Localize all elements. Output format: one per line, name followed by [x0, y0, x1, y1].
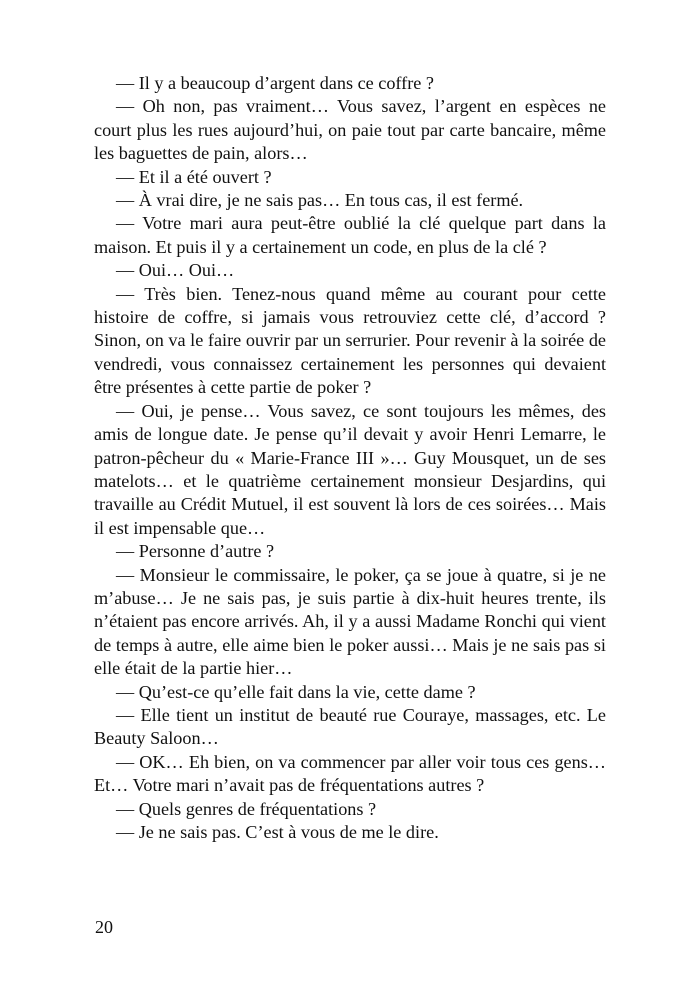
paragraph: — Très bien. Tenez-nous quand même au courant pour cette histoire de coffre, si jamais vous retrouviez cette clé, d’accord ? Sinon, on va le faire ouvrir par un serrurier. Pour revenir à la soirée de vendredi, vous connaissez certainement les personnes qui devaient être présentes à cette partie de poker ?: [94, 283, 606, 398]
paragraph: — Il y a beaucoup d’argent dans ce coffre ?: [116, 73, 434, 93]
paragraph: — Et il a été ouvert ?: [116, 166, 272, 187]
paragraph: — OK… Eh bien, on va commencer par aller voir tous ces gens… Et… Votre mari n’avait pas de fréquentations autres ?: [94, 751, 606, 796]
paragraph: — Oui, je pense… Vous savez, ce sont toujours les mêmes, des amis de longue date. Je pense qu’il devait y avoir Henri Lemarre, le patron-pêcheur du « Marie-France III »… Guy Mousquet, un de ses matelots… et le quatrième certainement monsieur Desjardins, qui travaille au Crédit Mutuel, il est souvent là lors de ces soirées… Mais il est impensable que…: [94, 400, 606, 538]
paragraph: — Oh non, pas vraiment… Vous savez, l’argent en espèces ne court plus les rues aujourd’hui, on paie tout par carte bancaire, même les baguettes de pain, alors…: [94, 96, 606, 164]
paragraph: — À vrai dire, je ne sais pas… En tous cas, il est fermé.: [116, 190, 524, 211]
paragraph: — Oui… Oui…: [116, 260, 235, 281]
page-number: 20: [95, 917, 113, 937]
paragraph: — Quels genres de fréquentations ?: [116, 798, 377, 819]
paragraph: — Votre mari aura peut-être oublié la clé quelque part dans la maison. Et puis il y a certainement un code, en plus de la clé ?: [94, 213, 606, 257]
paragraph: — Je ne sais pas. C’est à vous de me le dire.: [116, 822, 439, 842]
paragraph: — Qu’est-ce qu’elle fait dans la vie, cette dame ?: [116, 681, 476, 702]
body-text: [94, 72, 606, 844]
paragraph: — Monsieur le commissaire, le poker, ça se joue à quatre, si je ne m’abuse… Je ne sais pas, je suis partie à dix-huit heures trente, ils n’étaient pas encore arrivés. Ah, il y a aussi Madame Ronchi qui vient de temps à autre, elle aime bien le poker aussi… Mais je ne sais pas si elle était de la partie hier…: [94, 564, 606, 679]
paragraph: — Elle tient un institut de beauté rue Couraye, massages, etc. Le Beauty Saloon…: [94, 704, 606, 749]
paragraph: — Personne d’autre ?: [116, 541, 275, 562]
